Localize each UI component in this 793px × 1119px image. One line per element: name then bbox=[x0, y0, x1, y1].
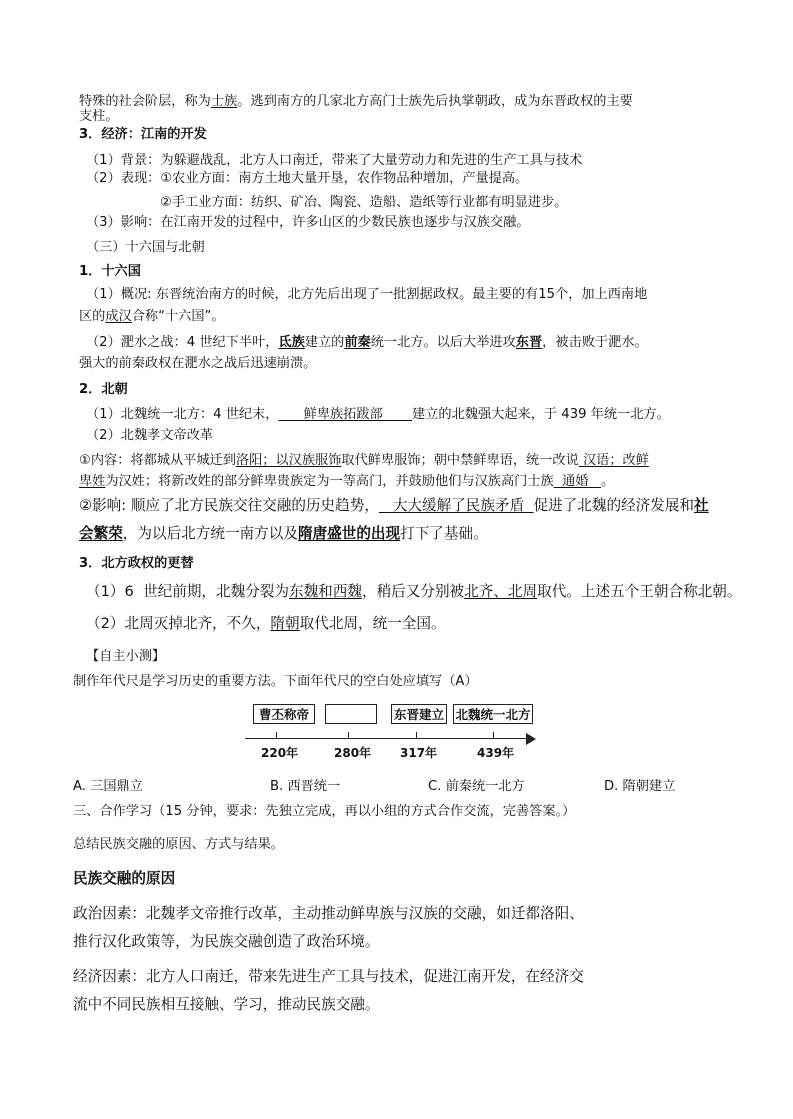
section-heading: 1．十六国 bbox=[79, 264, 141, 279]
text-line: （1）背景：为躲避战乱，北方人口南迁，带来了大量劳动力和先进的生产工具与技术 bbox=[86, 153, 583, 168]
timeline-box: 东晋建立 bbox=[391, 704, 447, 724]
timeline-year: 220年 bbox=[261, 746, 299, 760]
text-line: （2）北魏孝文帝改革 bbox=[86, 428, 214, 443]
answer-underline: 社 bbox=[694, 497, 709, 514]
section-heading: 【自主小测】 bbox=[86, 649, 166, 664]
arrow-right-icon bbox=[526, 733, 536, 745]
text-line: （3）影响：在江南开发的过程中，许多山区的少数民族也逐步与汉族交融。 bbox=[86, 215, 530, 230]
answer-underline: 通婚 bbox=[553, 474, 602, 489]
text-line: ②影响: 顺应了北方民族交往交融的历史趋势， 大大缓解了民族矛盾 促进了北魏的经济发展和社 bbox=[79, 497, 709, 514]
section-heading: 3．经济：江南的开发 bbox=[79, 127, 207, 142]
option-c: C. 前秦统一北方 bbox=[428, 779, 525, 794]
option-d: D. 隋朝建立 bbox=[604, 779, 676, 794]
text-line: （1）6 世纪前期，北魏分裂为东魏和西魏，稍后又分别被北齐、北周取代。上述五个王朝合称北朝。 bbox=[86, 583, 742, 600]
timeline-box: 北魏统一北方 bbox=[453, 704, 533, 724]
answer-underline: 鲜卑族拓跋部 bbox=[278, 407, 413, 422]
answer-underline: 北齐、北周 bbox=[464, 583, 538, 600]
timeline-tick bbox=[416, 732, 417, 738]
text-line: 政治因素：北魏孝文帝推行改革，主动推动鲜卑族与汉族的交融，如迁都洛阳、 bbox=[73, 905, 584, 922]
text-line: （2）表现：①农业方面：南方土地大量开垦，农作物品种增加，产量提高。 bbox=[86, 171, 529, 186]
timeline-figure bbox=[245, 700, 545, 762]
timeline-year: 280年 bbox=[334, 746, 372, 760]
answer-underline: 东魏和西魏 bbox=[288, 583, 362, 600]
text-line: 总结民族交融的原因、方式与结果。 bbox=[73, 837, 284, 852]
section-heading: 2．北朝 bbox=[79, 382, 128, 397]
text-line: ②手工业方面：纺织、矿冶、陶瓷、造船、造纸等行业都有明显进步。 bbox=[160, 195, 568, 210]
section-heading: 三、合作学习（15 分钟，要求：先独立完成，再以小组的方式合作交流，完善答案。） bbox=[73, 804, 576, 819]
text-line: 会繁荣，为以后北方统一南方以及隋唐盛世的出现打下了基础。 bbox=[79, 525, 488, 542]
text-line: 强大的前秦政权在淝水之战后迅速崩溃。 bbox=[79, 356, 317, 371]
answer-underline: 大大缓解了民族矛盾 bbox=[378, 497, 534, 514]
answer-underline: 东晋 bbox=[515, 335, 543, 350]
text-line: 流中不同民族相互接触、学习，推动民族交融。 bbox=[73, 996, 380, 1013]
timeline-blank-box bbox=[325, 704, 377, 724]
text-line: （1）北魏统一北方：4 世纪末， 鲜卑族拓跋部 建立的北魏强大起来，于 439 年统一北方。 bbox=[86, 407, 670, 422]
text-line: 区的成汉合称“十六国”。 bbox=[79, 309, 225, 324]
text-line: （2）淝水之战：4 世纪下半叶，氐族建立的前秦统一北方。以后大举进攻东晋，被击败于淝水。 bbox=[86, 335, 648, 350]
answer-underline: 洛阳；以汉族服饰 bbox=[235, 453, 342, 468]
answer-underline: 隋唐盛世的出现 bbox=[297, 525, 401, 542]
answer-underline: 汉语；改鲜 bbox=[578, 453, 649, 468]
section-heading: （三）十六国与北朝 bbox=[86, 240, 205, 255]
timeline-year: 317年 bbox=[400, 746, 438, 760]
option-b: B. 西晋统一 bbox=[270, 779, 341, 794]
text-line: 经济因素：北方人口南迁，带来先进生产工具与技术，促进江南开发，在经济交 bbox=[73, 968, 584, 985]
text-line: 支柱。 bbox=[79, 109, 119, 124]
question-text: 制作年代尺是学习历史的重要方法。下面年代尺的空白处应填写（A） bbox=[73, 674, 478, 689]
option-a: A. 三国鼎立 bbox=[73, 779, 143, 794]
timeline-year: 439年 bbox=[477, 746, 515, 760]
timeline-axis bbox=[245, 738, 530, 739]
timeline-tick bbox=[276, 732, 277, 738]
text-line: （2）北周灭掉北齐，不久，隋朝取代北周，统一全国。 bbox=[86, 615, 446, 632]
answer-underline: 卑姓 bbox=[79, 474, 106, 489]
answer-underline: 士族 bbox=[210, 94, 238, 109]
answer-underline: 氐族 bbox=[278, 335, 305, 350]
timeline-tick bbox=[493, 732, 494, 738]
section-heading: 3．北方政权的更替 bbox=[79, 556, 194, 571]
timeline-box: 曹丕称帝 bbox=[253, 704, 315, 724]
answer-underline: 成汉 bbox=[105, 309, 132, 324]
answer-underline: 会繁荣 bbox=[79, 525, 123, 542]
timeline-tick bbox=[348, 732, 349, 738]
text-line: （1）概况: 东晋统治南方的时候，北方先后出现了一批割据政权。最主要的有15个，加上西南地 bbox=[86, 287, 648, 302]
text-line: 推行汉化政策等，为民族交融创造了政治环境。 bbox=[73, 933, 380, 950]
answer-underline: 隋朝 bbox=[270, 615, 300, 632]
answer-underline: 前秦 bbox=[344, 335, 371, 350]
text-line: ①内容：将都城从平城迁到洛阳；以汉族服饰取代鲜卑服饰；朝中禁鲜卑语，统一改说 汉语；改鲜 bbox=[79, 453, 649, 468]
text-line: 卑姓为汉姓；将新改姓的部分鲜卑贵族定为一等高门，并鼓励他们与汉族高门士族 通婚 。 bbox=[79, 474, 615, 489]
section-heading: 民族交融的原因 bbox=[73, 870, 176, 887]
text-line: 特殊的社会阶层，称为士族。逃到南方的几家北方高门士族先后执掌朝政，成为东晋政权的主要 bbox=[79, 94, 633, 109]
